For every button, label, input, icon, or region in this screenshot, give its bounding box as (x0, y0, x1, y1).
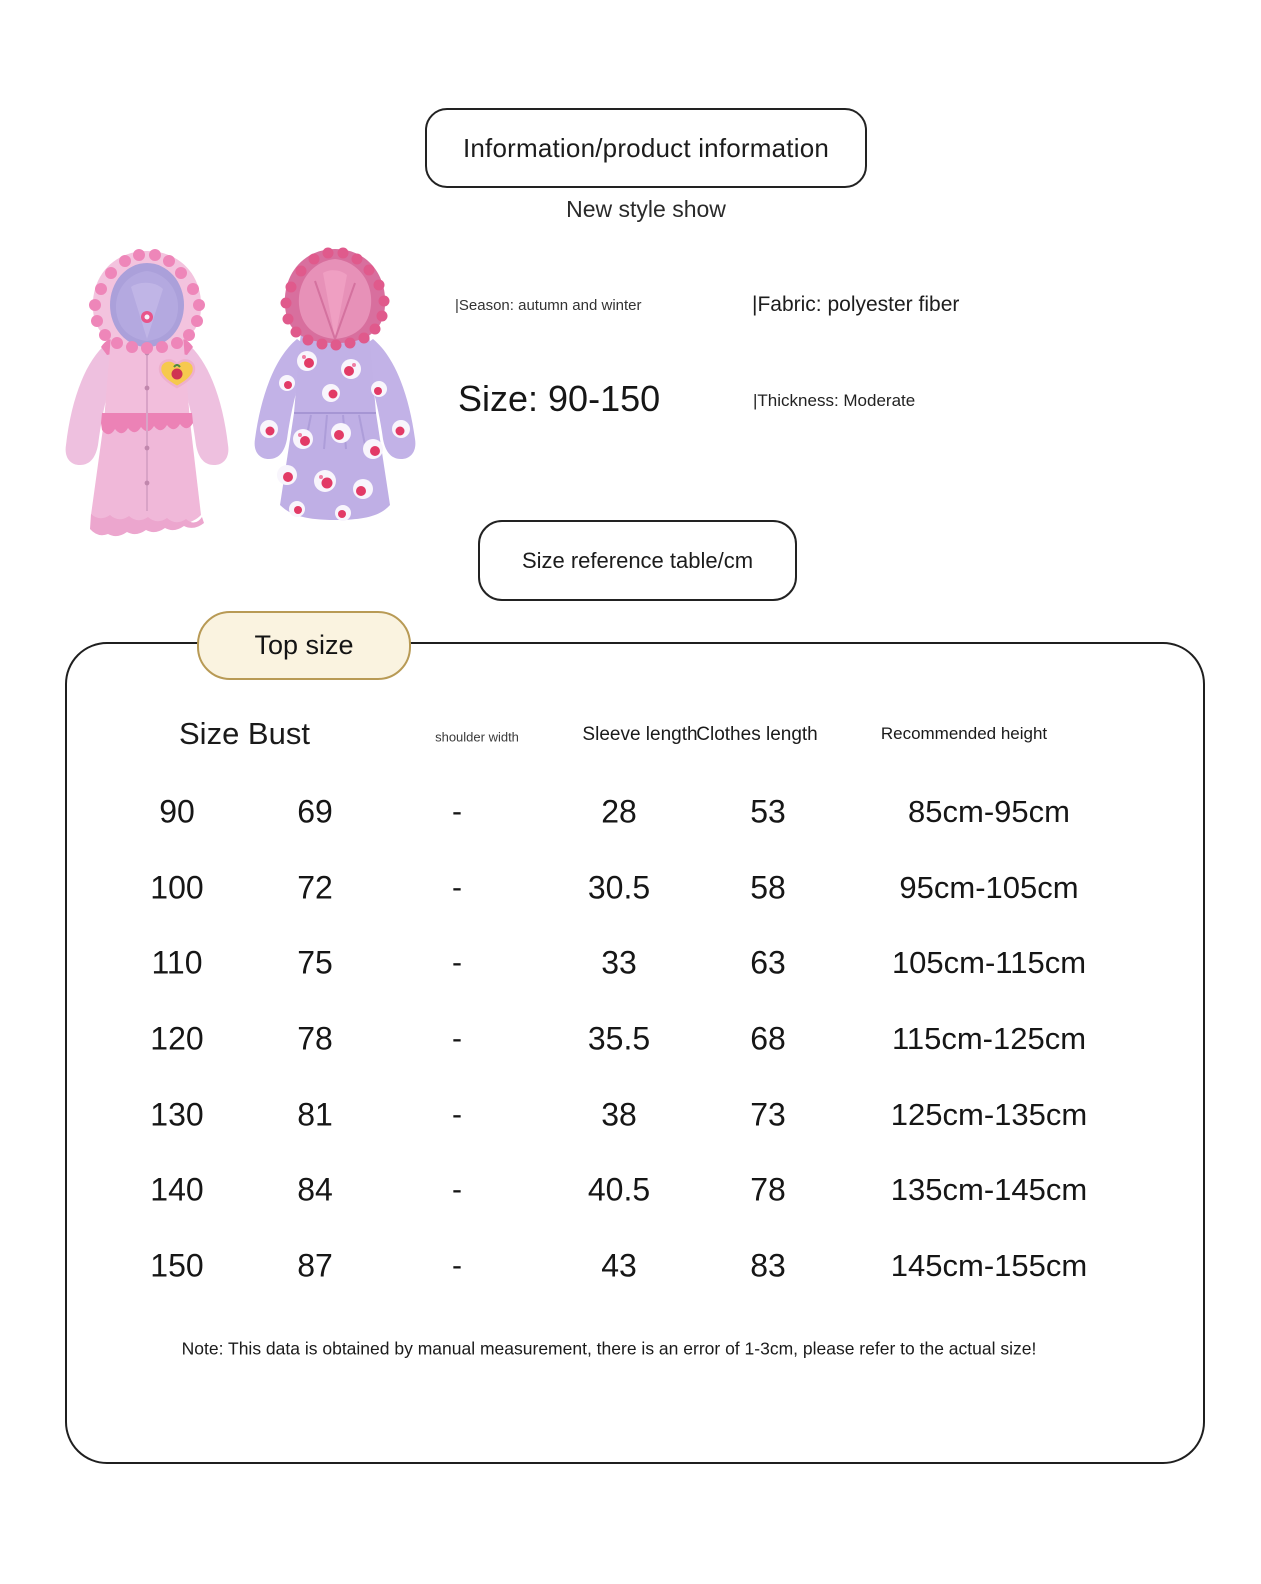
table-cell: - (452, 1097, 462, 1131)
table-cell: 87 (297, 1247, 333, 1284)
table-cell: - (452, 1021, 462, 1055)
table-row (67, 1001, 1203, 1077)
table-cell: 73 (750, 1096, 786, 1133)
table-cell: 35.5 (587, 1020, 651, 1057)
table-cell: 95cm-105cm (899, 869, 1079, 905)
table-cell: 33 (601, 944, 637, 981)
table-row (67, 774, 1203, 850)
tab-top-size[interactable]: Top size (197, 611, 411, 680)
thickness-label: |Thickness: Moderate (753, 391, 916, 410)
table-cell: 135cm-145cm (890, 1172, 1088, 1208)
table-cell: - (452, 1248, 462, 1282)
table-cell: 105cm-115cm (891, 945, 1087, 981)
table-cell: 58 (750, 869, 786, 906)
table-row (67, 1228, 1203, 1304)
table-cell: - (452, 946, 462, 980)
product-information-button[interactable]: Information/product information (425, 108, 867, 188)
table-cell: 85cm-95cm (908, 793, 1070, 829)
table-cell: 115cm-125cm (891, 1020, 1087, 1056)
table-cell: 43 (601, 1247, 637, 1284)
measurement-note: Note: This data is obtained by manual measurement, there is an error of 1-3cm, please refer to the actual size! (181, 1338, 1037, 1359)
table-cell: 75 (297, 944, 333, 981)
table-cell: 140 (150, 1171, 204, 1208)
pink-hood (89, 249, 205, 354)
header-recommended-height: Recommended height (880, 724, 1048, 743)
table-cell: 72 (297, 869, 333, 906)
table-cell: 83 (750, 1247, 786, 1284)
table-cell: 69 (297, 793, 333, 830)
table-cell: 78 (297, 1020, 333, 1057)
product-photos (35, 243, 445, 541)
table-cell: - (452, 794, 462, 828)
table-cell: 81 (297, 1096, 333, 1133)
table-cell: 150 (150, 1247, 204, 1284)
size-reference-button[interactable]: Size reference table/cm (478, 520, 797, 601)
table-cell: 145cm-155cm (890, 1247, 1088, 1283)
table-row (67, 850, 1203, 926)
table-cell: - (452, 1173, 462, 1207)
table-cell: 68 (750, 1020, 786, 1057)
table-row (67, 1152, 1203, 1228)
table-cell: 38 (601, 1096, 637, 1133)
table-cell: 125cm-135cm (890, 1096, 1088, 1132)
table-cell: 63 (750, 944, 786, 981)
table-cell: 84 (297, 1171, 333, 1208)
header-sleeve-length: Sleeve length (582, 724, 698, 745)
new-style-show-label: New style show (566, 196, 726, 222)
lilac-dress-image (255, 248, 416, 522)
pink-dress-image (66, 249, 229, 536)
size-range-label: Size: 90-150 (458, 378, 661, 419)
table-cell: 78 (750, 1171, 786, 1208)
table-cell: 40.5 (587, 1171, 651, 1208)
rose-hood (281, 248, 390, 351)
header-size-bust: Size Bust (179, 716, 310, 751)
table-cell: 130 (150, 1096, 204, 1133)
table-cell: 53 (750, 793, 786, 830)
table-cell: 110 (151, 944, 203, 981)
season-label: |Season: autumn and winter (455, 297, 642, 314)
table-cell: 28 (601, 793, 637, 830)
size-table-container (65, 642, 1205, 1464)
header-clothes-length: Clothes length (696, 724, 818, 745)
table-cell: 100 (150, 869, 204, 906)
table-cell: 90 (159, 793, 195, 830)
table-cell: 30.5 (587, 869, 651, 906)
table-row (67, 925, 1203, 1001)
table-cell: - (452, 870, 462, 904)
header-shoulder-width: shoulder width (435, 729, 519, 745)
table-cell: 120 (150, 1020, 204, 1057)
size-table-body (67, 774, 1203, 1304)
table-row (67, 1077, 1203, 1153)
fabric-label: |Fabric: polyester fiber (752, 293, 960, 316)
